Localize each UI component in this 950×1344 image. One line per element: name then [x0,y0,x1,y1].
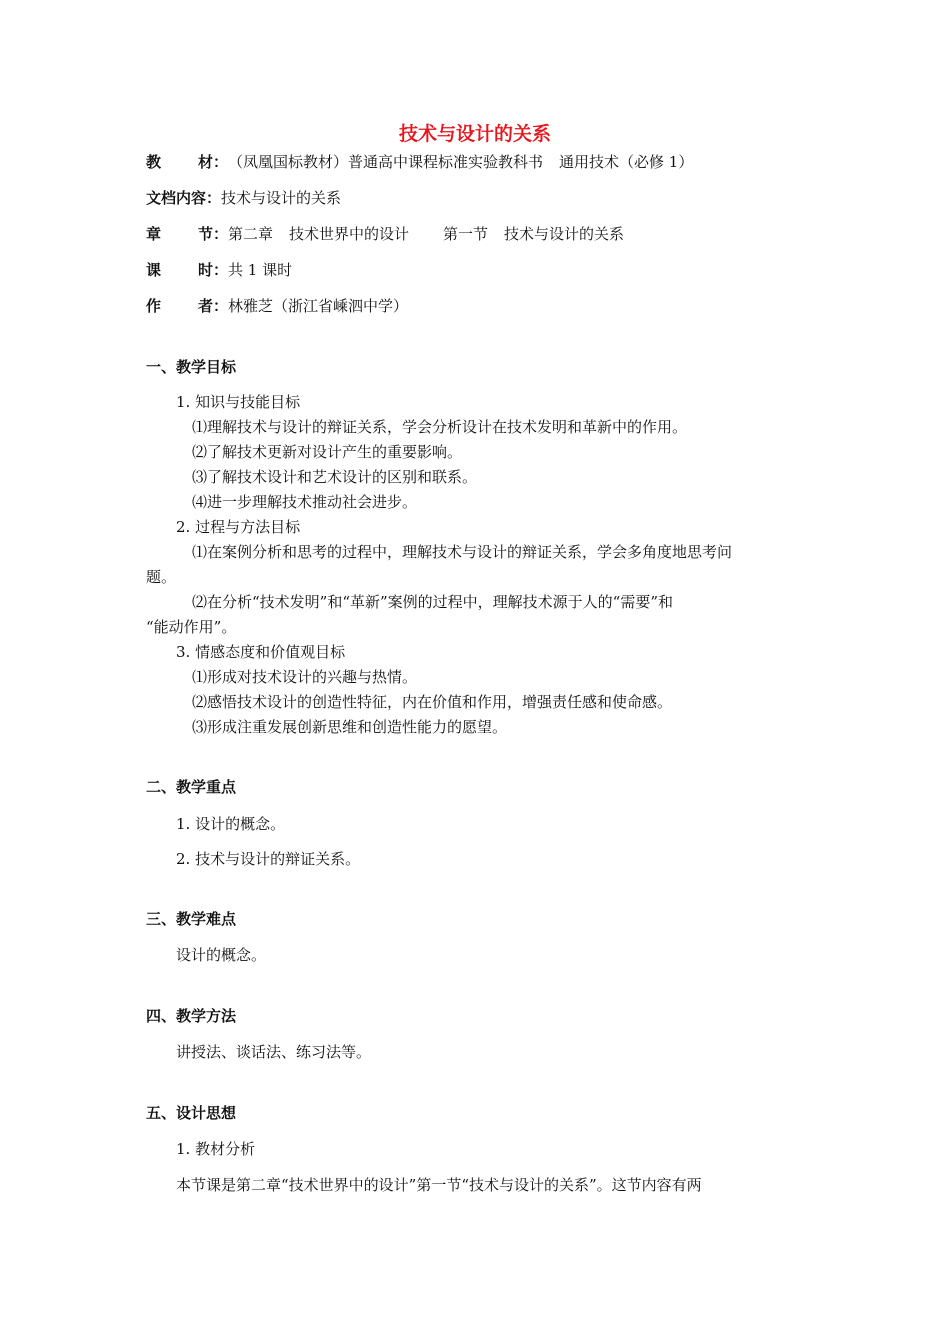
paragraph: 本节课是第二章“技术世界中的设计”第一节“技术与设计的关系”。这节内容有两 [176,1176,702,1194]
material-value-2: 通用技术（必修 1） [559,153,694,171]
subsection-title: 1. 教材分析 [176,1140,256,1158]
section-number: 第一节 [443,225,489,243]
goal-item: ⑴形成对技术设计的兴趣与热情。 [192,668,418,686]
material-label: 教 材： [146,153,228,171]
goal-item: ⑵了解技术更新对设计产生的重要影响。 [192,443,463,461]
chapter-number: 第二章 [228,225,274,243]
goal-item: ⑴理解技术与设计的辩证关系，学会分析设计在技术发明和革新中的作用。 [192,418,688,436]
hours-value: 共 1 课时 [228,261,293,279]
author-label: 作 者： [146,297,228,315]
goal-item: ⑵在分析“技术发明”和“革新”案例的过程中，理解技术源于人的“需要”和 [192,593,674,611]
paragraph: 讲授法、谈话法、练习法等。 [176,1043,372,1061]
section-title: 技术与设计的关系 [504,225,625,243]
material-value: （凤凰国标教材）普通高中课程标准实验教科书 [228,153,544,171]
meta-content [146,188,341,208]
section-heading-design: 五、设计思想 [146,1104,237,1122]
goal-item: ⑴在案例分析和思考的过程中，理解技术与设计的辩证关系，学会多角度地思考问 [192,543,733,561]
paragraph: 设计的概念。 [176,946,267,964]
goal-item: ⑷进一步理解技术推动社会进步。 [192,493,418,511]
hours-label: 课 时： [146,261,228,279]
list-item: 1. 设计的概念。 [176,815,286,833]
list-item: 2. 技术与设计的辩证关系。 [176,850,361,868]
goal-group-title: 1. 知识与技能目标 [176,393,301,411]
author-value: 林雅芝（浙江省嵊泗中学） [228,297,409,315]
goal-item-continuation: 题。 [146,568,177,586]
goal-group-title: 3. 情感态度和价值观目标 [176,643,346,661]
section-heading-objectives: 一、教学目标 [146,358,237,376]
meta-chapter [146,224,624,244]
content-label: 文档内容： [146,189,222,207]
meta-material [146,152,693,172]
section-heading-key-points: 二、教学重点 [146,778,237,796]
section-heading-methods: 四、教学方法 [146,1007,237,1025]
document-title: 技术与设计的关系 [398,123,551,145]
section-heading-difficulties: 三、教学难点 [146,910,237,928]
goal-item: ⑶了解技术设计和艺术设计的区别和联系。 [192,468,478,486]
meta-author [146,296,408,316]
chapter-label: 章 节： [146,225,228,243]
goal-item: ⑶形成注重发展创新思维和创造性能力的愿望。 [192,718,508,736]
content-value: 技术与设计的关系 [221,189,342,207]
meta-hours [146,260,292,280]
goal-group-title: 2. 过程与方法目标 [176,518,301,536]
goal-item-continuation: “能动作用”。 [146,618,237,636]
goal-item: ⑵感悟技术设计的创造性特征，内在价值和作用，增强责任感和使命感。 [192,693,673,711]
chapter-title: 技术世界中的设计 [289,225,410,243]
